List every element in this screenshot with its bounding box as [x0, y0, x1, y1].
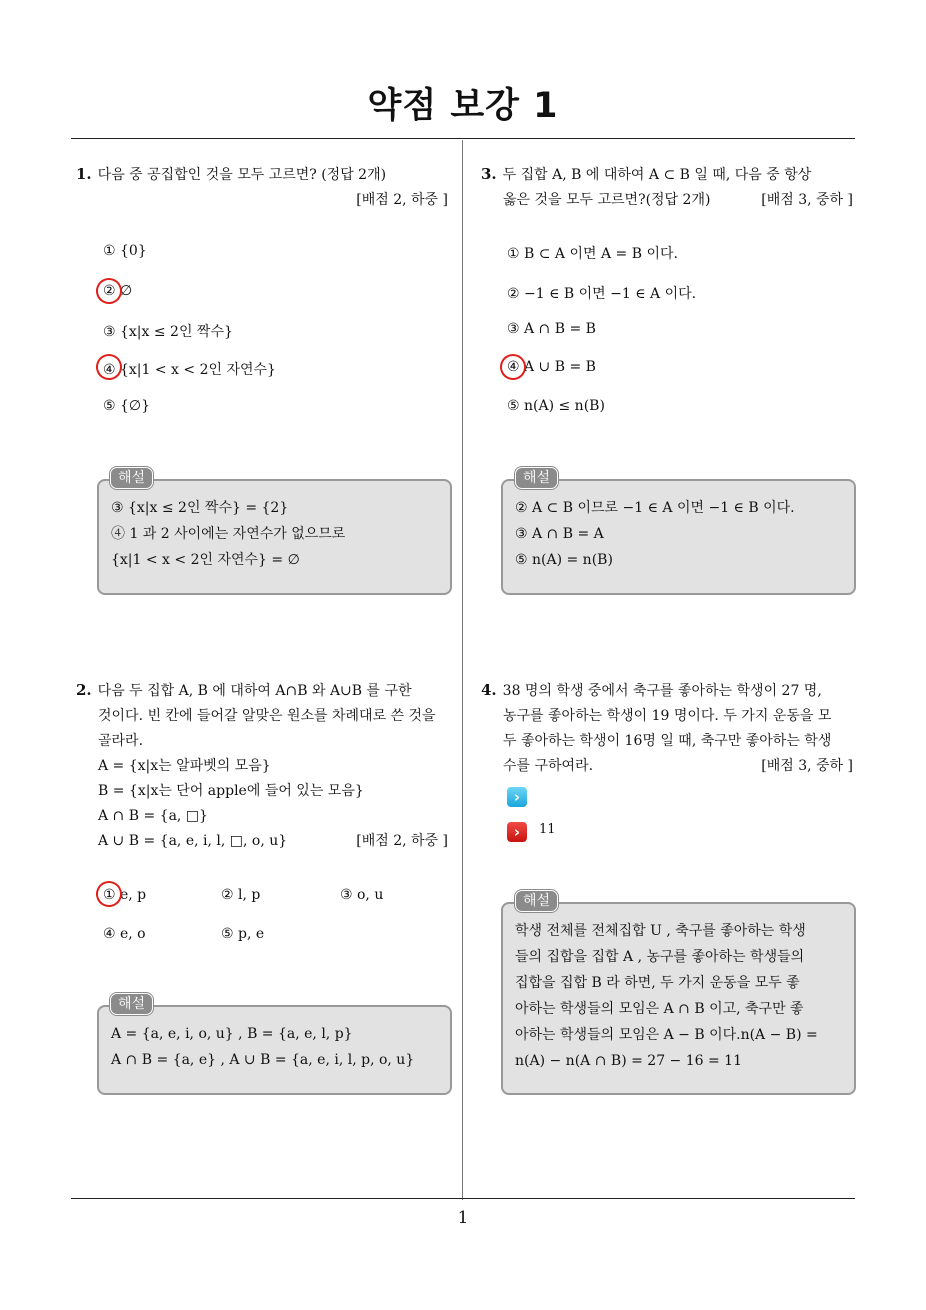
q1-option-4[interactable]: ④ {x|1 < x < 2인 자연수} [103, 362, 276, 378]
q3-solution-box [501, 479, 856, 595]
score-label: [배점 3, 중하 ] [761, 192, 853, 208]
solution-tag: 해설 [110, 993, 153, 1015]
set-definition: A = {x|x는 알파벳의 모음} [98, 758, 271, 774]
column-divider [462, 140, 463, 1200]
question-number: 3. [481, 165, 497, 183]
set-definition: A ∪ B = {a, e, i, l, □, o, u} [98, 833, 288, 849]
header-divider [71, 138, 855, 139]
chevron-right-icon[interactable]: › [507, 822, 527, 842]
solution-line: A ∩ B = {a, e} , A ∪ B = {a, e, i, l, p, o, u} [111, 1052, 415, 1068]
set-definition: B = {x|x는 단어 apple에 들어 있는 모음} [98, 783, 364, 799]
solution-line: 아하는 학생들의 모임은 A ∩ B 이고, 축구만 좋 [515, 1001, 804, 1017]
solution-line: A = {a, e, i, o, u} , B = {a, e, l, p} [111, 1026, 353, 1042]
q1-option-3[interactable]: ③ {x|x ≤ 2인 짝수} [103, 324, 233, 340]
chevron-right-icon[interactable]: › [507, 787, 527, 807]
q3-option-5[interactable]: ⑤ n(A) ≤ n(B) [507, 398, 605, 414]
question-text: 38 명의 학생 중에서 축구를 좋아하는 학생이 27 명, [502, 683, 822, 699]
question-number: 2. [76, 681, 92, 699]
question-2 [76, 678, 456, 854]
solution-line: ③ A ∩ B = A [515, 526, 604, 542]
question-text: 농구를 좋아하는 학생이 19 명이다. 두 가지 운동을 모 [503, 708, 832, 724]
solution-line: 들의 집합을 집합 A , 농구를 좋아하는 학생들의 [515, 949, 805, 965]
question-number: 1. [76, 165, 92, 183]
answer-value: 11 [539, 822, 556, 837]
set-definition: A ∩ B = {a, □} [98, 808, 208, 824]
question-text: 것이다. 빈 칸에 들어갈 알맞은 원소를 차례대로 쓴 것을 [98, 708, 436, 724]
question-text: 다음 중 공집합인 것을 모두 고르면? (정답 2개) [97, 167, 387, 183]
question-text: 다음 두 집합 A, B 에 대하여 A∩B 와 A∪B 를 구한 [97, 683, 412, 699]
q2-option-5[interactable]: ⑤ p, e [221, 926, 265, 942]
q3-option-3[interactable]: ③ A ∩ B = B [507, 321, 596, 337]
page-title: 약점 보강 1 [367, 86, 559, 126]
q1-option-5[interactable]: ⑤ {∅} [103, 398, 151, 414]
q3-option-1[interactable]: ① B ⊂ A 이면 A = B 이다. [507, 246, 678, 262]
q2-option-1[interactable]: ① e, p [103, 887, 147, 903]
score-label: [배점 2, 하중 ] [356, 192, 448, 208]
solution-line: ④ 1 과 2 사이에는 자연수가 없으므로 [111, 526, 346, 542]
answer-mark-icon [92, 877, 125, 910]
q4-solution-box [501, 902, 856, 1095]
question-3 [481, 162, 859, 213]
solution-line: ⑤ n(A) = n(B) [515, 552, 613, 568]
q2-option-3[interactable]: ③ o, u [340, 887, 384, 903]
answer-mark-icon [92, 274, 125, 307]
solution-tag: 해설 [110, 467, 153, 489]
question-1 [76, 162, 448, 213]
solution-tag: 해설 [515, 467, 558, 489]
q2-option-4[interactable]: ④ e, o [103, 926, 146, 942]
solution-line: 학생 전체를 전체집합 U , 축구를 좋아하는 학생 [515, 923, 806, 939]
q1-option-1[interactable]: ① {0} [103, 243, 147, 259]
solution-line: ② A ⊂ B 이므로 −1 ∈ A 이면 −1 ∈ B 이다. [515, 500, 795, 516]
solution-line: 아하는 학생들의 모임은 A − B 이다.n(A − B) = [515, 1027, 818, 1043]
q3-option-2[interactable]: ② −1 ∈ B 이면 −1 ∈ A 이다. [507, 286, 697, 302]
q3-option-4[interactable]: ④ A ∪ B = B [507, 359, 596, 375]
solution-line: n(A) − n(A ∩ B) = 27 − 16 = 11 [515, 1053, 742, 1069]
question-text: 두 집합 A, B 에 대하여 A ⊂ B 일 때, 다음 중 항상 [502, 167, 812, 183]
question-text: 골라라. [98, 733, 144, 749]
question-4 [481, 678, 859, 779]
footer-divider [71, 1198, 855, 1199]
solution-line: ③ {x|x ≤ 2인 짝수} = {2} [111, 500, 289, 516]
question-number: 4. [481, 681, 497, 699]
score-label: [배점 3, 중하 ] [761, 758, 853, 774]
page-number: 1 [457, 1208, 469, 1228]
q1-solution-box [97, 479, 452, 595]
score-label: [배점 2, 하중 ] [356, 833, 448, 849]
solution-line: 집합을 집합 B 라 하면, 두 가지 운동을 모두 좋 [515, 975, 800, 991]
q1-option-2[interactable]: ② ∅ [103, 283, 133, 299]
solution-line: {x|1 < x < 2인 자연수} = ∅ [111, 552, 300, 568]
question-text: 옳은 것을 모두 고르면?(정답 2개) [503, 192, 711, 208]
answer-mark-icon [496, 350, 529, 383]
question-text: 두 좋아하는 학생이 16명 일 때, 축구만 좋아하는 학생 [503, 733, 832, 749]
question-text: 수를 구하여라. [503, 758, 594, 774]
q2-solution-box [97, 1005, 452, 1095]
q2-option-2[interactable]: ② l, p [221, 887, 261, 903]
solution-tag: 해설 [515, 890, 558, 912]
